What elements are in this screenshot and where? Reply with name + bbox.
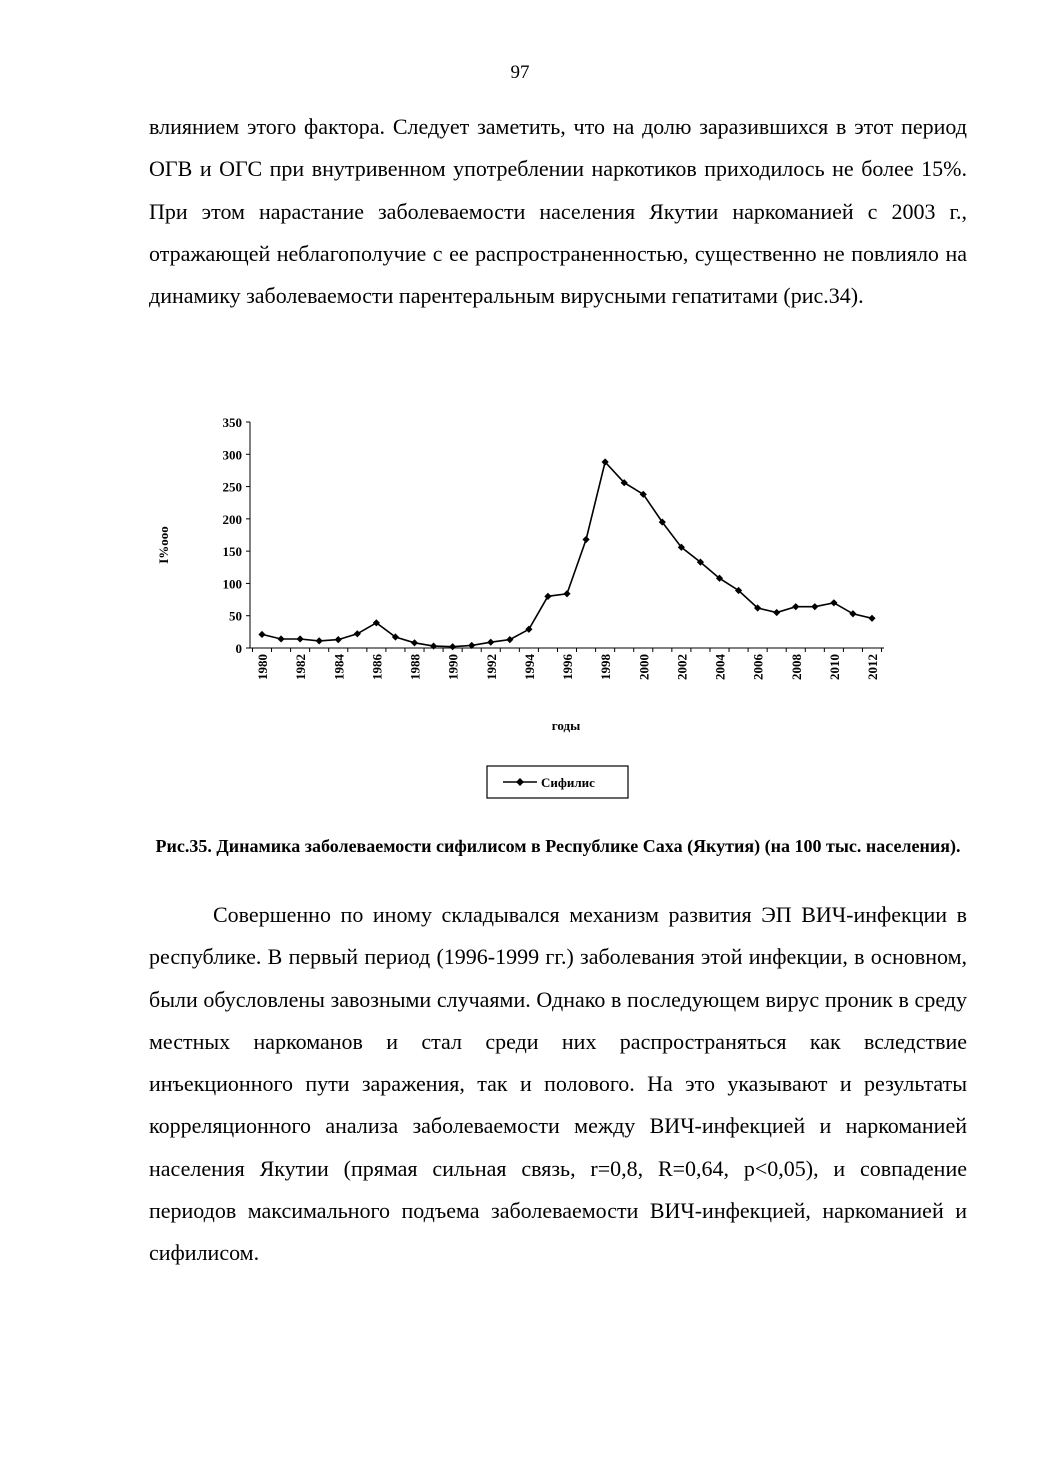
legend: [487, 766, 628, 798]
y-tick-label: 50: [229, 608, 242, 624]
x-tick-label: 2012: [865, 654, 880, 680]
chart-svg: [150, 405, 910, 810]
x-tick-label: 2002: [674, 654, 690, 680]
data-point: [563, 590, 570, 597]
x-tick-label: 1984: [331, 654, 347, 680]
page-number: 97: [510, 62, 530, 83]
y-tick-label: 250: [222, 479, 242, 495]
data-point: [525, 626, 532, 633]
data-point: [849, 610, 856, 617]
data-point: [487, 639, 494, 646]
y-ticks: [223, 415, 251, 656]
x-tick-label: 2000: [636, 654, 652, 680]
paragraph-bottom: Совершенно по иному складывался механизм развития ЭП ВИЧ-инфекции в республике. В первый период (1996-1999 гг.) заболевания этой инфекции, в основном, были обусловлены завозными случаями. Однако в последующем вирус проник в среду местных наркоманов и стал среди них распространяться как вследствие инъекционного пути заражения, так и полового. На это указывают и результаты корреляционного анализа заболеваемости между ВИЧ-инфекцией и наркоманией населения Якутии (прямая сильная связь, r=0,8, R=0,64, p<0,05), и совпадение периодов максимального подъема заболеваемости ВИЧ-инфекцией, наркоманией и сифилисом.: [149, 902, 967, 1266]
data-point: [773, 609, 780, 616]
data-point: [868, 615, 875, 622]
x-tick-label: 2008: [788, 654, 804, 680]
data-point: [277, 635, 284, 642]
data-point: [811, 603, 818, 610]
data-point: [258, 631, 265, 638]
series-line: [262, 462, 872, 647]
x-axis-label: годы: [551, 718, 581, 733]
x-tick-label: 2006: [750, 654, 766, 680]
x-tick-label: 1996: [560, 654, 575, 680]
x-tick-label: 1986: [369, 654, 385, 680]
chart-axes: [250, 422, 884, 648]
x-tick-label: 2010: [826, 654, 842, 680]
y-tick-label: 0: [235, 641, 242, 656]
figure-caption: Рис.35. Динамика заболеваемости сифилисом в Республике Саха (Якутия) (на 100 тыс. населения).: [155, 836, 961, 856]
data-point: [792, 603, 799, 610]
x-tick-label: 1998: [598, 654, 614, 680]
x-tick-label: 1980: [255, 654, 270, 680]
data-point: [582, 536, 589, 543]
y-tick-label: 150: [222, 544, 242, 560]
x-tick-label: 1988: [407, 654, 423, 680]
data-point: [316, 637, 323, 644]
y-tick-label: 350: [222, 415, 242, 430]
y-tick-label: 200: [222, 511, 242, 527]
data-point: [411, 639, 418, 646]
data-point: [354, 630, 361, 637]
syphilis-chart: [150, 405, 910, 810]
x-ticks: [252, 648, 881, 680]
data-point: [297, 635, 304, 642]
data-point: [506, 636, 513, 643]
x-tick-label: 1982: [293, 654, 309, 680]
data-point: [830, 599, 837, 606]
y-axis-label: I%ооо: [156, 526, 171, 564]
y-tick-label: 100: [222, 576, 242, 592]
x-tick-label: 1990: [445, 654, 461, 680]
paragraph-top: влиянием этого фактора. Следует заметить, что на долю заразившихся в этот период ОГВ и ОГС при внутривенном употреблении наркотиков приходилось не более 15%. При этом нарастание заболеваемости населения Якутии наркоманией с 2003 г., отражающей неблагополучие с ее распространенностью, существенно не повлияло на динамику заболеваемости парентеральным вирусными гепатитами (рис.34).: [149, 114, 967, 309]
x-tick-label: 1994: [521, 654, 537, 680]
x-tick-label: 2004: [712, 654, 728, 680]
legend-label: Сифилис: [541, 775, 595, 790]
data-point: [449, 643, 456, 650]
data-point: [544, 593, 551, 600]
data-point: [430, 642, 437, 649]
y-tick-label: 300: [222, 447, 242, 463]
data-point: [335, 636, 342, 643]
series-group: [258, 458, 875, 650]
x-tick-label: 1992: [483, 654, 499, 680]
